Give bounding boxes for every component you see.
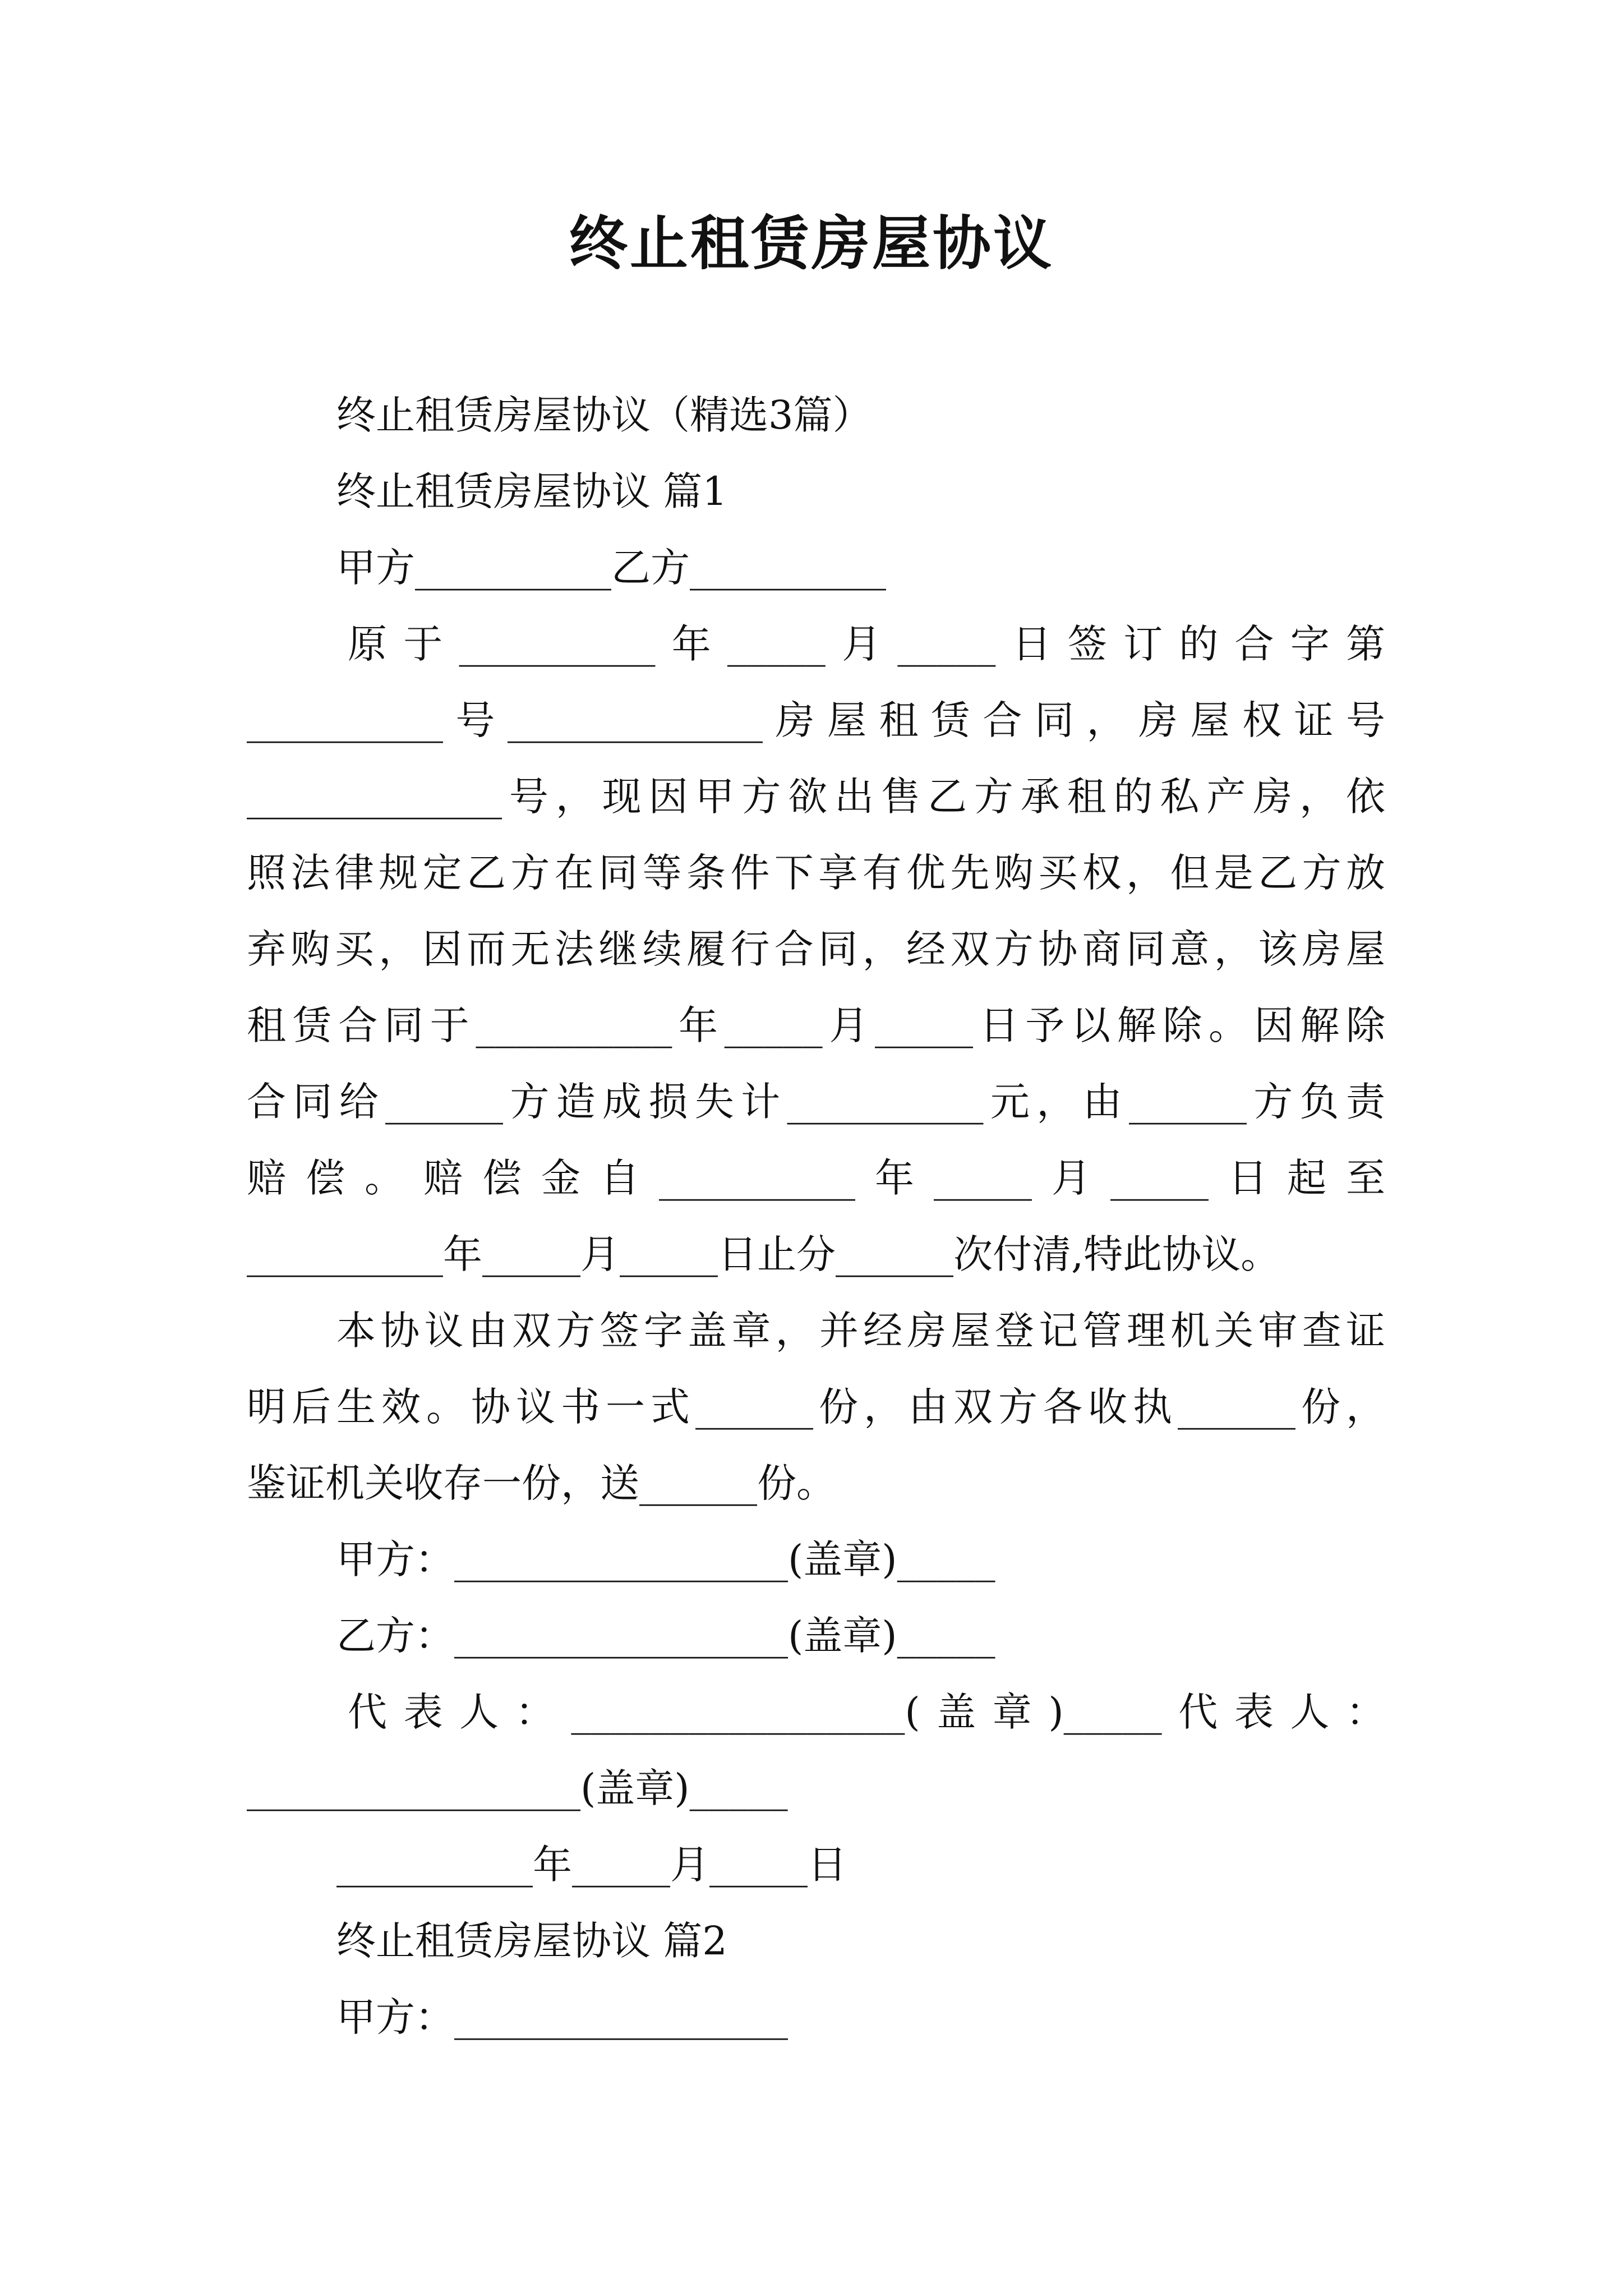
paragraph-line: 弃购买，因而无法继续履行合同，经双方协商同意，该房屋	[247, 926, 1385, 972]
section-heading-2: 终止租赁房屋协议 篇2	[336, 1918, 727, 1964]
paragraph-line: 本协议由双方签字盖章，并经房屋登记管理机关审查证	[336, 1308, 1385, 1354]
paragraph-line: 原于__________年_____月_____日签订的合字第	[348, 621, 1385, 667]
signature-representative-continued: _________________(盖章)_____	[247, 1765, 788, 1811]
paragraph-line: __________年_____月_____日止分______次付清,特此协议。	[247, 1231, 1280, 1277]
paragraph-line: 明后生效。协议书一式______份，由双方各收执______份，	[247, 1384, 1385, 1430]
parties-line: 甲方__________乙方__________	[336, 545, 886, 591]
paragraph-line: 照法律规定乙方在同等条件下享有优先购买权，但是乙方放	[247, 850, 1385, 896]
document-title: 终止租赁房屋协议	[569, 209, 1054, 278]
signature-party-b: 乙方：_________________(盖章)_____	[336, 1613, 995, 1659]
signature-representative: 代表人：_________________(盖章)_____代表人：	[348, 1689, 1385, 1735]
signature-date: __________年_____月_____日	[336, 1842, 847, 1888]
signature-party-a: 甲方：_________________(盖章)_____	[336, 1536, 995, 1582]
section-heading-1: 终止租赁房屋协议 篇1	[336, 468, 727, 514]
subtitle-selected: 终止租赁房屋协议（精选3篇）	[336, 392, 872, 438]
paragraph-line: 租赁合同于__________年_____月_____日予以解除。因解除	[247, 1002, 1385, 1048]
paragraph-line: __________号_____________房屋租赁合同，房屋权证号	[247, 697, 1385, 743]
paragraph-line: 赔偿。赔偿金自__________年_____月_____日起至	[247, 1155, 1385, 1201]
paragraph-line: 鉴证机关收存一份，送______份。	[247, 1460, 836, 1506]
paragraph-line: _____________号，现因甲方欲出售乙方承租的私产房，依	[247, 774, 1385, 820]
party-a-line: 甲方：_________________	[336, 1994, 788, 2040]
paragraph-line: 合同给______方造成损失计__________元，由______方负责	[247, 1079, 1385, 1125]
